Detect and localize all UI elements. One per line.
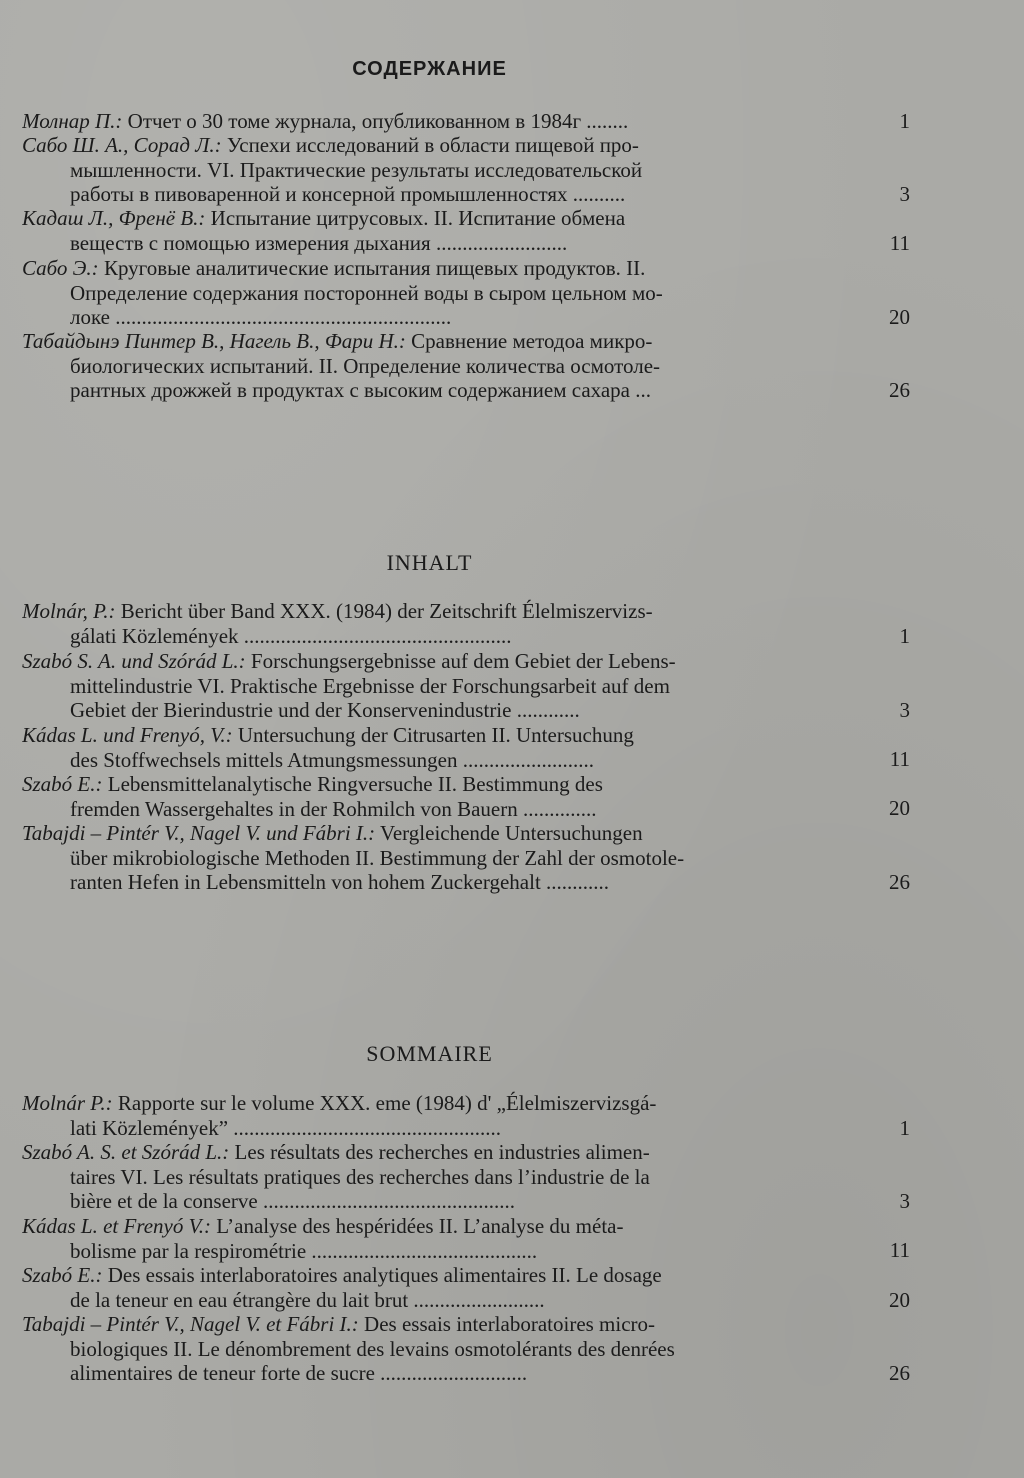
entry-title: Круговые аналитические испытания пищевых продуктов. II. bbox=[98, 256, 646, 280]
page-number: 11 bbox=[889, 231, 910, 255]
entry-title: Untersuchung der Citrusarten II. Untersuchung bbox=[232, 723, 634, 747]
entry-authors: Молнар П.: bbox=[22, 109, 123, 133]
entry-authors: Szabó E.: bbox=[22, 1263, 103, 1287]
toc-entry bbox=[22, 133, 834, 207]
entry-title: Сравнение методоа микро- bbox=[405, 329, 653, 353]
entry-authors: Кадаш Л., Френё В.: bbox=[22, 206, 206, 230]
entry-authors: Tabajdi – Pintér V., Nagel V. und Fábri I.: bbox=[22, 821, 376, 845]
entry-title: Rapporte sur le volume XXX. eme (1984) d' „Élelmiszervizsgá- bbox=[112, 1091, 657, 1115]
page-number: 20 bbox=[889, 796, 910, 820]
page-number: 26 bbox=[889, 870, 910, 894]
entry-title-line: bière et de la conserve ................................................ bbox=[70, 1189, 515, 1213]
page-number: 1 bbox=[899, 624, 910, 648]
entry-title: Les résultats des recherches en industries alimen- bbox=[229, 1140, 650, 1164]
toc-entry bbox=[22, 1312, 834, 1386]
entry-title-line: bolisme par la respirométrie ........................................... bbox=[70, 1238, 538, 1263]
entry-title-line: gálati Közlemények ................................................... bbox=[70, 623, 512, 648]
entry-authors: Molnár P.: bbox=[22, 1091, 113, 1115]
entry-authors: Szabó E.: bbox=[22, 772, 103, 796]
toc-entry bbox=[22, 821, 834, 895]
entry-authors: Tabajdi – Pintér V., Nagel V. et Fábri I.: bbox=[22, 1312, 359, 1336]
toc-entry bbox=[22, 206, 834, 255]
page-number: 1 bbox=[899, 109, 910, 133]
entry-title-line: taires VI. Les résultats pratiques des recherches dans l’industrie de la bbox=[70, 1164, 650, 1189]
entry-authors: Сабо Э.: bbox=[22, 256, 99, 280]
entry-title: Отчет о 30 томе журнала, опубликованном в 1984г ........ bbox=[122, 109, 629, 133]
entry-title-line: биологических испытаний. II. Определение количества осмотоле- bbox=[70, 353, 661, 378]
toc-entry bbox=[22, 1214, 834, 1263]
entry-authors: Kádas L. und Frenyó, V.: bbox=[22, 723, 233, 747]
entry-title-line: локе ................................................................ bbox=[70, 305, 452, 329]
toc-entry bbox=[22, 1140, 834, 1214]
entry-title-line: de la teneur en eau étrangère du lait brut ......................... bbox=[70, 1287, 545, 1312]
toc-entry bbox=[22, 723, 834, 772]
page-number: 20 bbox=[889, 305, 910, 329]
entry-authors: Табайдынэ Пинтер В., Нагель В., Фари Н.: bbox=[22, 329, 406, 353]
entry-title: Lebensmittelanalytische Ringversuche II. Bestimmung des bbox=[102, 772, 603, 796]
toc-entry bbox=[22, 256, 834, 330]
entry-title: Des essais interlaboratoires micro- bbox=[358, 1312, 656, 1336]
page-number: 26 bbox=[889, 1361, 910, 1385]
entry-title: Des essais interlaboratoires analytiques alimentaires II. Le dosage bbox=[102, 1263, 662, 1287]
page-number: 26 bbox=[889, 378, 910, 402]
entry-title-line: über mikrobiologische Methoden II. Bestimmung der Zahl der osmotole- bbox=[70, 845, 685, 870]
entry-title-line: работы в пивоваренной и консерной промышленностях .......... bbox=[70, 182, 626, 206]
entry-authors: Kádas L. et Frenyó V.: bbox=[22, 1214, 211, 1238]
entry-authors: Szabó S. A. und Szórád L.: bbox=[22, 649, 246, 673]
toc-entry bbox=[22, 329, 834, 403]
entry-title-line: Gebiet der Bierindustrie und der Konservenindustrie ............ bbox=[70, 698, 580, 722]
entry-title-line: Определение содержания посторонней воды в сыром цельном мо- bbox=[70, 280, 663, 305]
section-heading-ru: СОДЕРЖАНИЕ bbox=[352, 58, 507, 80]
page-number: 3 bbox=[899, 182, 910, 206]
entry-authors: Molnár, P.: bbox=[22, 599, 116, 623]
entry-title: Vergleichende Untersuchungen bbox=[375, 821, 643, 845]
entry-title-line: fremden Wassergehaltes in der Rohmilch von Bauern .............. bbox=[70, 796, 597, 821]
entry-title-line: ranten Hefen in Lebensmitteln von hohem Zuckergehalt ............ bbox=[70, 870, 610, 894]
entry-title: Успехи исследований в области пищевой про- bbox=[221, 133, 639, 157]
entry-authors: Szabó A. S. et Szórád L.: bbox=[22, 1140, 230, 1164]
entry-title-line: lati Közlemények” ................................................... bbox=[70, 1115, 502, 1140]
toc-entry bbox=[22, 1263, 834, 1312]
entry-title-line: мышленности. VI. Практические результаты исследовательской bbox=[70, 157, 643, 182]
entry-title-line: рантных дрожжей в продуктах с высоким содержанием сахара ... bbox=[70, 378, 652, 402]
page-number: 1 bbox=[899, 1116, 910, 1140]
entry-title-line: alimentaires de teneur forte de sucre ............................ bbox=[70, 1361, 528, 1385]
toc-entry bbox=[22, 1091, 834, 1140]
entry-title: L’analyse des hespéridées II. L’analyse du méta- bbox=[211, 1214, 624, 1238]
entry-title: Forschungsergebnisse auf dem Gebiet der Lebens- bbox=[245, 649, 676, 673]
toc-entry bbox=[22, 599, 834, 648]
entry-title-line: des Stoffwechsels mittels Atmungsmessungen ......................... bbox=[70, 747, 595, 772]
entry-title: Bericht über Band XXX. (1984) der Zeitschrift Élelmiszervizs- bbox=[115, 599, 653, 623]
toc-entry bbox=[22, 772, 834, 821]
page-number: 3 bbox=[899, 1189, 910, 1213]
toc-entry bbox=[22, 649, 834, 723]
page-number: 3 bbox=[899, 698, 910, 722]
section-heading-de: INHALT bbox=[386, 550, 473, 575]
entry-authors: Сабо Ш. А., Сорад Л.: bbox=[22, 133, 222, 157]
entry-title-line: biologiques II. Le dénombrement des levains osmotolérants des denrées bbox=[70, 1336, 675, 1361]
entry-title-line: mittelindustrie VI. Praktische Ergebnisse der Forschungsarbeit auf dem bbox=[70, 673, 670, 698]
page-number: 20 bbox=[889, 1288, 910, 1312]
toc-entry bbox=[22, 109, 834, 134]
entry-title: Испытание цитрусовых. II. Испитание обмена bbox=[205, 206, 626, 230]
entry-title-line: веществ с помощью измерения дыхания ......................... bbox=[70, 230, 568, 255]
page-number: 11 bbox=[889, 1238, 910, 1262]
section-heading-fr: SOMMAIRE bbox=[366, 1041, 493, 1066]
page-number: 11 bbox=[889, 747, 910, 771]
